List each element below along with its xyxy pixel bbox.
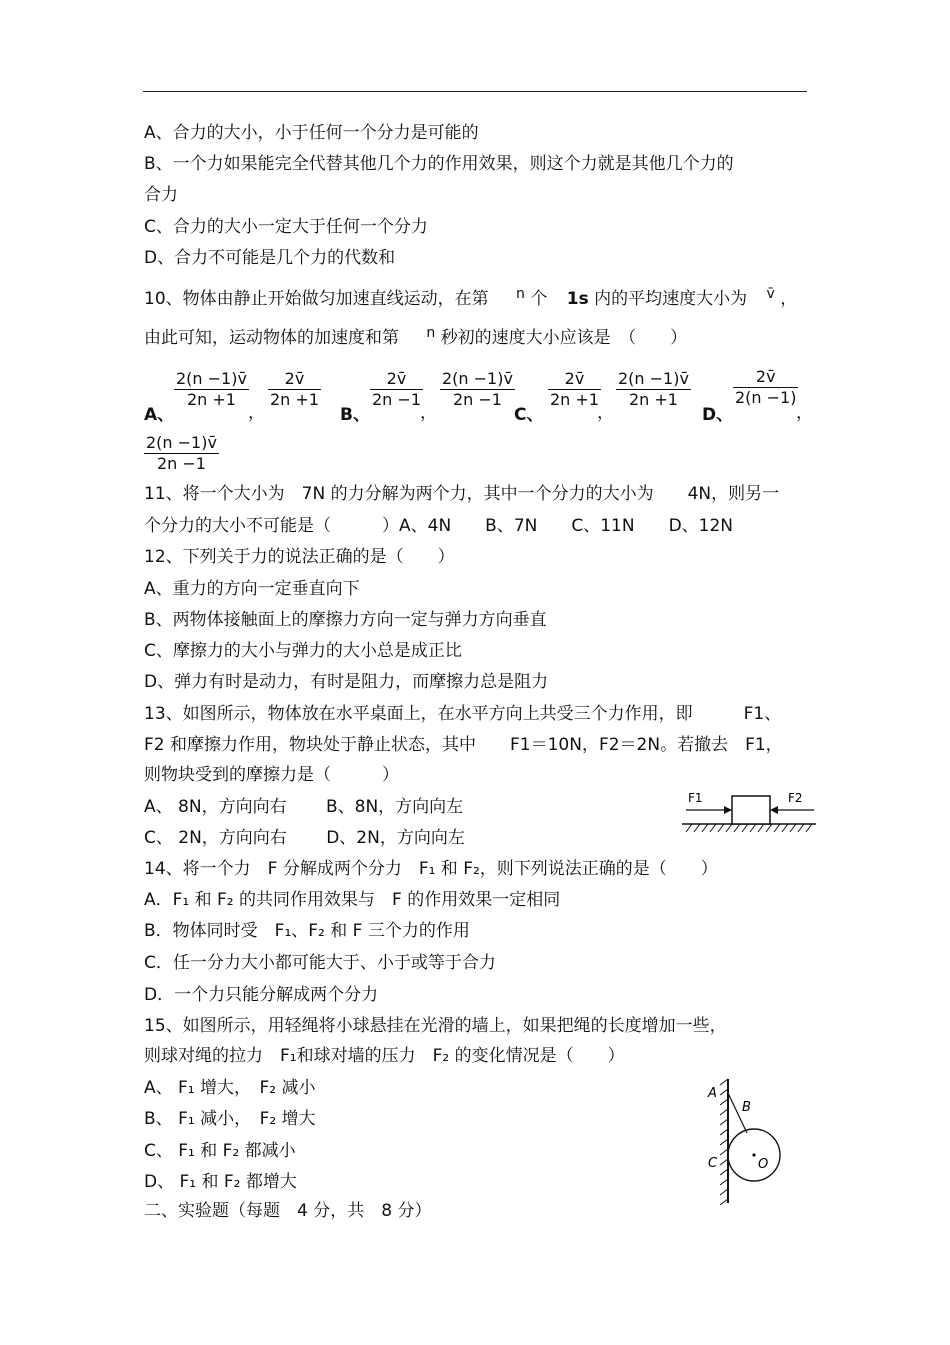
table-hatching	[686, 824, 812, 832]
q13-stem-line3: 则物块受到的摩擦力是（ ）	[144, 765, 399, 785]
q10-frac-b1-num: 2v̄	[370, 369, 423, 390]
q14-option-d: D．一个力只能分解成两个分力	[144, 985, 379, 1005]
q10-frac-c2	[616, 369, 691, 410]
q10-stem-line1	[144, 288, 797, 311]
q10-text-a: 10、物体由静止开始做匀加速直线运动，在第	[144, 289, 489, 309]
f1-label: F1	[688, 791, 703, 805]
top-rule	[143, 91, 807, 92]
q10-frac-b1-den: 2n −1	[372, 390, 421, 409]
q11-stem-line2: 个分力的大小不可能是（ ）A、4N B、7N C、11N D、12N	[144, 516, 734, 536]
q10-frac-c1-den: 2n +1	[550, 390, 599, 409]
q10-label-c: C、	[514, 405, 544, 425]
q10-comma-3: ，	[597, 403, 614, 423]
q13-stem-line2: F2 和摩擦力作用，物块处于静止状态，其中 F1＝10N，F2＝2N。若撤去 F1，	[144, 735, 783, 755]
q10-1s: 1s	[566, 289, 589, 309]
label-b: B	[742, 1100, 751, 1115]
q12-option-c: C、摩擦力的大小与弹力的大小总是成正比	[144, 641, 462, 661]
q10-n1: n	[516, 286, 525, 302]
q10-text-d: ，	[780, 289, 798, 309]
q10-text-b: 个	[530, 289, 548, 309]
q15-option-c: C、 F₁ 和 F₂ 都减小	[144, 1141, 296, 1161]
f1-arrowhead	[724, 806, 732, 814]
q10-frac-b1	[370, 369, 423, 410]
q10-frac-c1	[548, 369, 601, 410]
q10-comma-2: ，	[420, 403, 437, 423]
q10-frac-a2-num: 2v̄	[268, 369, 321, 390]
q10-frac-a2-den: 2n +1	[270, 390, 319, 409]
q13-options-ab: A、 8N，方向向右 B、8N，方向向左	[144, 797, 464, 817]
q10-label-d: D、	[702, 405, 734, 425]
q10-label-b: B、	[340, 405, 370, 425]
section-2-heading: 二、实验题（每题 4 分，共 8 分）	[144, 1201, 432, 1221]
q12-stem: 12、下列关于力的说法正确的是（ ）	[144, 547, 455, 567]
q14-option-c: C．任一分力大小都可能大于、小于或等于合力	[144, 953, 496, 973]
q9-option-b-line1: B、一个力如果能完全代替其他几个力的作用效果，则这个力就是其他几个力的	[144, 154, 734, 174]
q9-option-d: D、合力不可能是几个力的代数和	[144, 248, 396, 268]
q10-frac-c1-num: 2v̄	[548, 369, 601, 390]
q15-option-b: B、 F₁ 减小， F₂ 增大	[144, 1109, 316, 1129]
q10-n2: n	[426, 325, 436, 341]
q10-frac-d2	[144, 433, 219, 474]
q13-options-cd: C、 2N，方向向右 D、2N，方向向左	[144, 828, 465, 848]
q10-frac-d1	[733, 367, 798, 408]
label-a: A	[708, 1086, 717, 1101]
ball-center	[752, 1153, 755, 1156]
q10-frac-a1-den: 2n +1	[186, 390, 236, 409]
q15-stem-line2: 则球对绳的拉力 F₁和球对墙的压力 F₂ 的变化情况是（ ）	[144, 1046, 625, 1066]
q10-frac-c2-den: 2n +1	[628, 390, 678, 409]
q10-frac-b2	[440, 369, 515, 410]
q15-ball-wall-diagram	[700, 1075, 790, 1207]
q13-block-diagram	[678, 786, 820, 834]
q10-vbar: v̄	[766, 286, 775, 302]
q11-stem-line1: 11、将一个大小为 7N 的力分解为两个力，其中一个分力的大小为 4N，则另一	[144, 484, 780, 504]
q14-stem: 14、将一个力 F 分解成两个分力 F₁ 和 F₂，则下列说法正确的是（ ）	[144, 859, 718, 879]
q10-frac-d1-num: 2v̄	[733, 367, 798, 388]
q10-frac-c2-num: 2(n −1)v̄	[618, 369, 689, 388]
q10-text-e: 由此可知，运动物体的加速度和第	[144, 328, 399, 348]
q10-frac-d2-num: 2(n −1)v̄	[146, 433, 217, 452]
q9-option-a: A、合力的大小，小于任何一个分力是可能的	[144, 123, 479, 143]
q12-option-b: B、两物体接触面上的摩擦力方向一定与弹力方向垂直	[144, 610, 547, 630]
q9-option-b-line2: 合力	[144, 185, 178, 205]
q12-option-a: A、重力的方向一定垂直向下	[144, 579, 360, 599]
q15-stem-line1: 15、如图所示，用轻绳将小球悬挂在光滑的墙上，如果把绳的长度增加一些，	[144, 1016, 727, 1036]
q10-label-a: A、	[144, 405, 175, 425]
wall-hatching	[720, 1079, 728, 1205]
q10-text-c: 内的平均速度大小为	[594, 289, 748, 309]
label-o: O	[758, 1157, 769, 1172]
q12-option-d: D、弹力有时是动力，有时是阻力，而摩擦力总是阻力	[144, 672, 549, 692]
q15-option-d: D、 F₁ 和 F₂ 都增大	[144, 1172, 297, 1192]
q10-comma-1: ，	[248, 403, 265, 423]
q14-option-b: B．物体同时受 F₁、F₂ 和 F 三个力的作用	[144, 921, 470, 941]
q15-option-a: A、 F₁ 增大， F₂ 减小	[144, 1078, 316, 1098]
label-c: C	[708, 1156, 718, 1171]
q10-frac-d1-den: 2(n −1)	[735, 388, 797, 407]
q10-frac-b2-den: 2n −1	[452, 390, 502, 409]
q10-frac-b2-num: 2(n −1)v̄	[442, 369, 513, 388]
q14-option-a: A．F₁ 和 F₂ 的共同作用效果与 F 的作用效果一定相同	[144, 890, 561, 910]
q10-text-f: 秒初的速度大小应该是 （ ）	[440, 328, 688, 348]
q10-stem-line2	[144, 327, 687, 350]
q10-frac-a1	[174, 369, 249, 410]
q10-frac-a2	[268, 369, 321, 410]
q9-option-c: C、合力的大小一定大于任何一个分力	[144, 217, 428, 237]
f2-label: F2	[788, 791, 803, 805]
q13-stem-line1: 13、如图所示，物体放在水平桌面上，在水平方向上共受三个力作用，即 F1、	[144, 704, 782, 724]
q10-comma-4: ，	[796, 403, 813, 423]
q10-frac-a1-num: 2(n −1)v̄	[176, 369, 247, 388]
block	[732, 796, 770, 824]
q10-frac-d2-den: 2n −1	[156, 454, 206, 473]
f2-arrowhead	[770, 806, 778, 814]
